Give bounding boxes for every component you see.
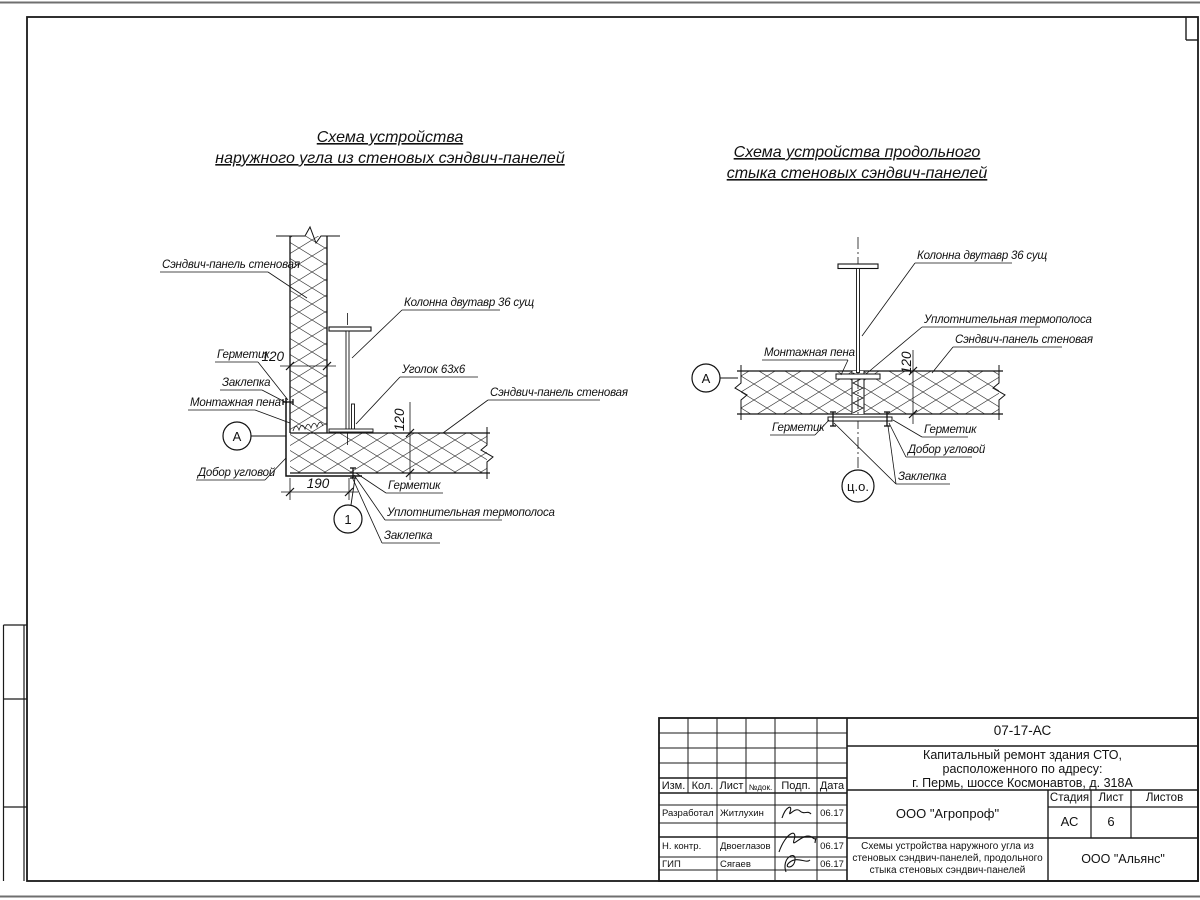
row-date-1: 06.17 bbox=[820, 841, 844, 852]
drawing-title-line1: Схемы устройства наружного угла из bbox=[861, 841, 1034, 852]
col-ndok: №док. bbox=[748, 783, 773, 792]
project-line2: расположенного по адресу: bbox=[942, 762, 1103, 776]
row-date-2: 06.17 bbox=[820, 859, 844, 870]
left-horizontal-panel bbox=[290, 427, 493, 479]
left-marker-a bbox=[223, 422, 286, 450]
left-dim-190-text: 190 bbox=[306, 476, 330, 491]
right-dim-panel-text: 120 bbox=[899, 351, 914, 374]
drawing-title-line2: стеновых сэндвич-панелей, продольного bbox=[852, 853, 1043, 864]
label-angle: Уголок 63х6 bbox=[402, 364, 466, 376]
label-foam: Монтажная пена bbox=[190, 397, 281, 409]
signatures bbox=[779, 807, 816, 872]
label-right-column: Колонна двутавр 36 сущ bbox=[917, 250, 1047, 262]
left-dim-panel-text: 120 bbox=[392, 408, 407, 431]
signature-zhitlukhin bbox=[782, 807, 811, 818]
signature-dvoeglazov bbox=[779, 833, 816, 852]
col-list: Лист bbox=[719, 780, 744, 792]
label-column: Колонна двутавр 36 сущ bbox=[404, 297, 534, 309]
svg-text:А: А bbox=[701, 371, 711, 386]
label-right-sealant-right: Герметик bbox=[924, 424, 977, 436]
label-rivet-bottom: Заклепка bbox=[384, 530, 433, 542]
list-label: Лист bbox=[1098, 792, 1124, 804]
label-right-sandwich-panel: Сэндвич-панель стеновая bbox=[955, 334, 1093, 346]
right-diagram-title-line2: стыка стеновых сэндвич-панелей bbox=[726, 165, 988, 182]
label-corner-trim: Добор угловой bbox=[198, 467, 276, 479]
row-name-2: Сягаев bbox=[720, 859, 751, 870]
left-diagram-title-line2: наружного угла из стеновых сэндвич-панелей bbox=[215, 150, 565, 167]
row-role-2: ГИП bbox=[662, 859, 681, 870]
stage-value: АС bbox=[1060, 814, 1079, 829]
right-panel bbox=[735, 365, 1005, 420]
corner-doc-box bbox=[1186, 17, 1198, 40]
row-role-1: Н. контр. bbox=[662, 841, 702, 852]
org2-name: ООО "Альянс" bbox=[1081, 852, 1165, 866]
row-name-0: Житлухин bbox=[720, 808, 764, 819]
org-name: ООО "Агропроф" bbox=[895, 806, 1000, 821]
svg-text:1: 1 bbox=[344, 512, 352, 527]
label-right-rivet: Заклепка bbox=[898, 471, 947, 483]
label-sandwich-panel-2: Сэндвич-панель стеновая bbox=[490, 387, 628, 399]
label-right-thermo: Уплотнительная термополоса bbox=[924, 314, 1092, 326]
right-diagram bbox=[692, 144, 1093, 502]
label-right-foam: Монтажная пена bbox=[764, 347, 855, 359]
project-line1: Капитальный ремонт здания СТО, bbox=[923, 748, 1122, 762]
list-value: 6 bbox=[1107, 814, 1115, 829]
listov-label: Листов bbox=[1145, 792, 1184, 804]
project-line3: г. Пермь, шоссе Космонавтов, д. 318А bbox=[912, 776, 1133, 790]
col-data: Дата bbox=[819, 780, 845, 792]
label-thermo: Уплотнительная термополоса bbox=[387, 507, 555, 519]
left-diagram-title-line1: Схема устройства bbox=[316, 129, 464, 146]
row-role-0: Разработал bbox=[662, 808, 714, 819]
doc-number: 07-17-АС bbox=[993, 723, 1052, 738]
right-marker-co bbox=[842, 470, 874, 502]
label-sealant-top: Герметик bbox=[217, 349, 270, 361]
col-kol: Кол. bbox=[691, 780, 714, 792]
row-name-1: Двоеглазов bbox=[720, 841, 771, 852]
left-marker-1 bbox=[334, 478, 362, 533]
row-date-0: 06.17 bbox=[820, 808, 844, 819]
drawing-title-line3: стыка стеновых сэндвич-панелей bbox=[869, 865, 1026, 876]
label-rivet-top: Заклепка bbox=[222, 377, 271, 389]
label-sealant-bottom: Герметик bbox=[388, 480, 441, 492]
label-sandwich-panel: Сэндвич-панель стеновая bbox=[162, 259, 300, 271]
col-izm: Изм. bbox=[661, 780, 686, 792]
signature-syagaev bbox=[785, 856, 810, 872]
label-right-sealant-left: Герметик bbox=[772, 422, 825, 434]
left-column-beam bbox=[329, 313, 373, 447]
stage-label: Стадия bbox=[1049, 792, 1090, 804]
left-dim-wall-text: 120 bbox=[261, 349, 284, 364]
svg-text:ц.о.: ц.о. bbox=[847, 479, 869, 494]
col-podp: Подп. bbox=[781, 780, 811, 792]
right-diagram-title-line1: Схема устройства продольного bbox=[733, 144, 981, 161]
right-marker-a bbox=[692, 364, 738, 392]
side-stamp bbox=[4, 625, 28, 881]
left-diagram bbox=[160, 129, 628, 543]
svg-text:А: А bbox=[232, 429, 242, 444]
label-right-corner-trim: Добор угловой bbox=[908, 444, 986, 456]
